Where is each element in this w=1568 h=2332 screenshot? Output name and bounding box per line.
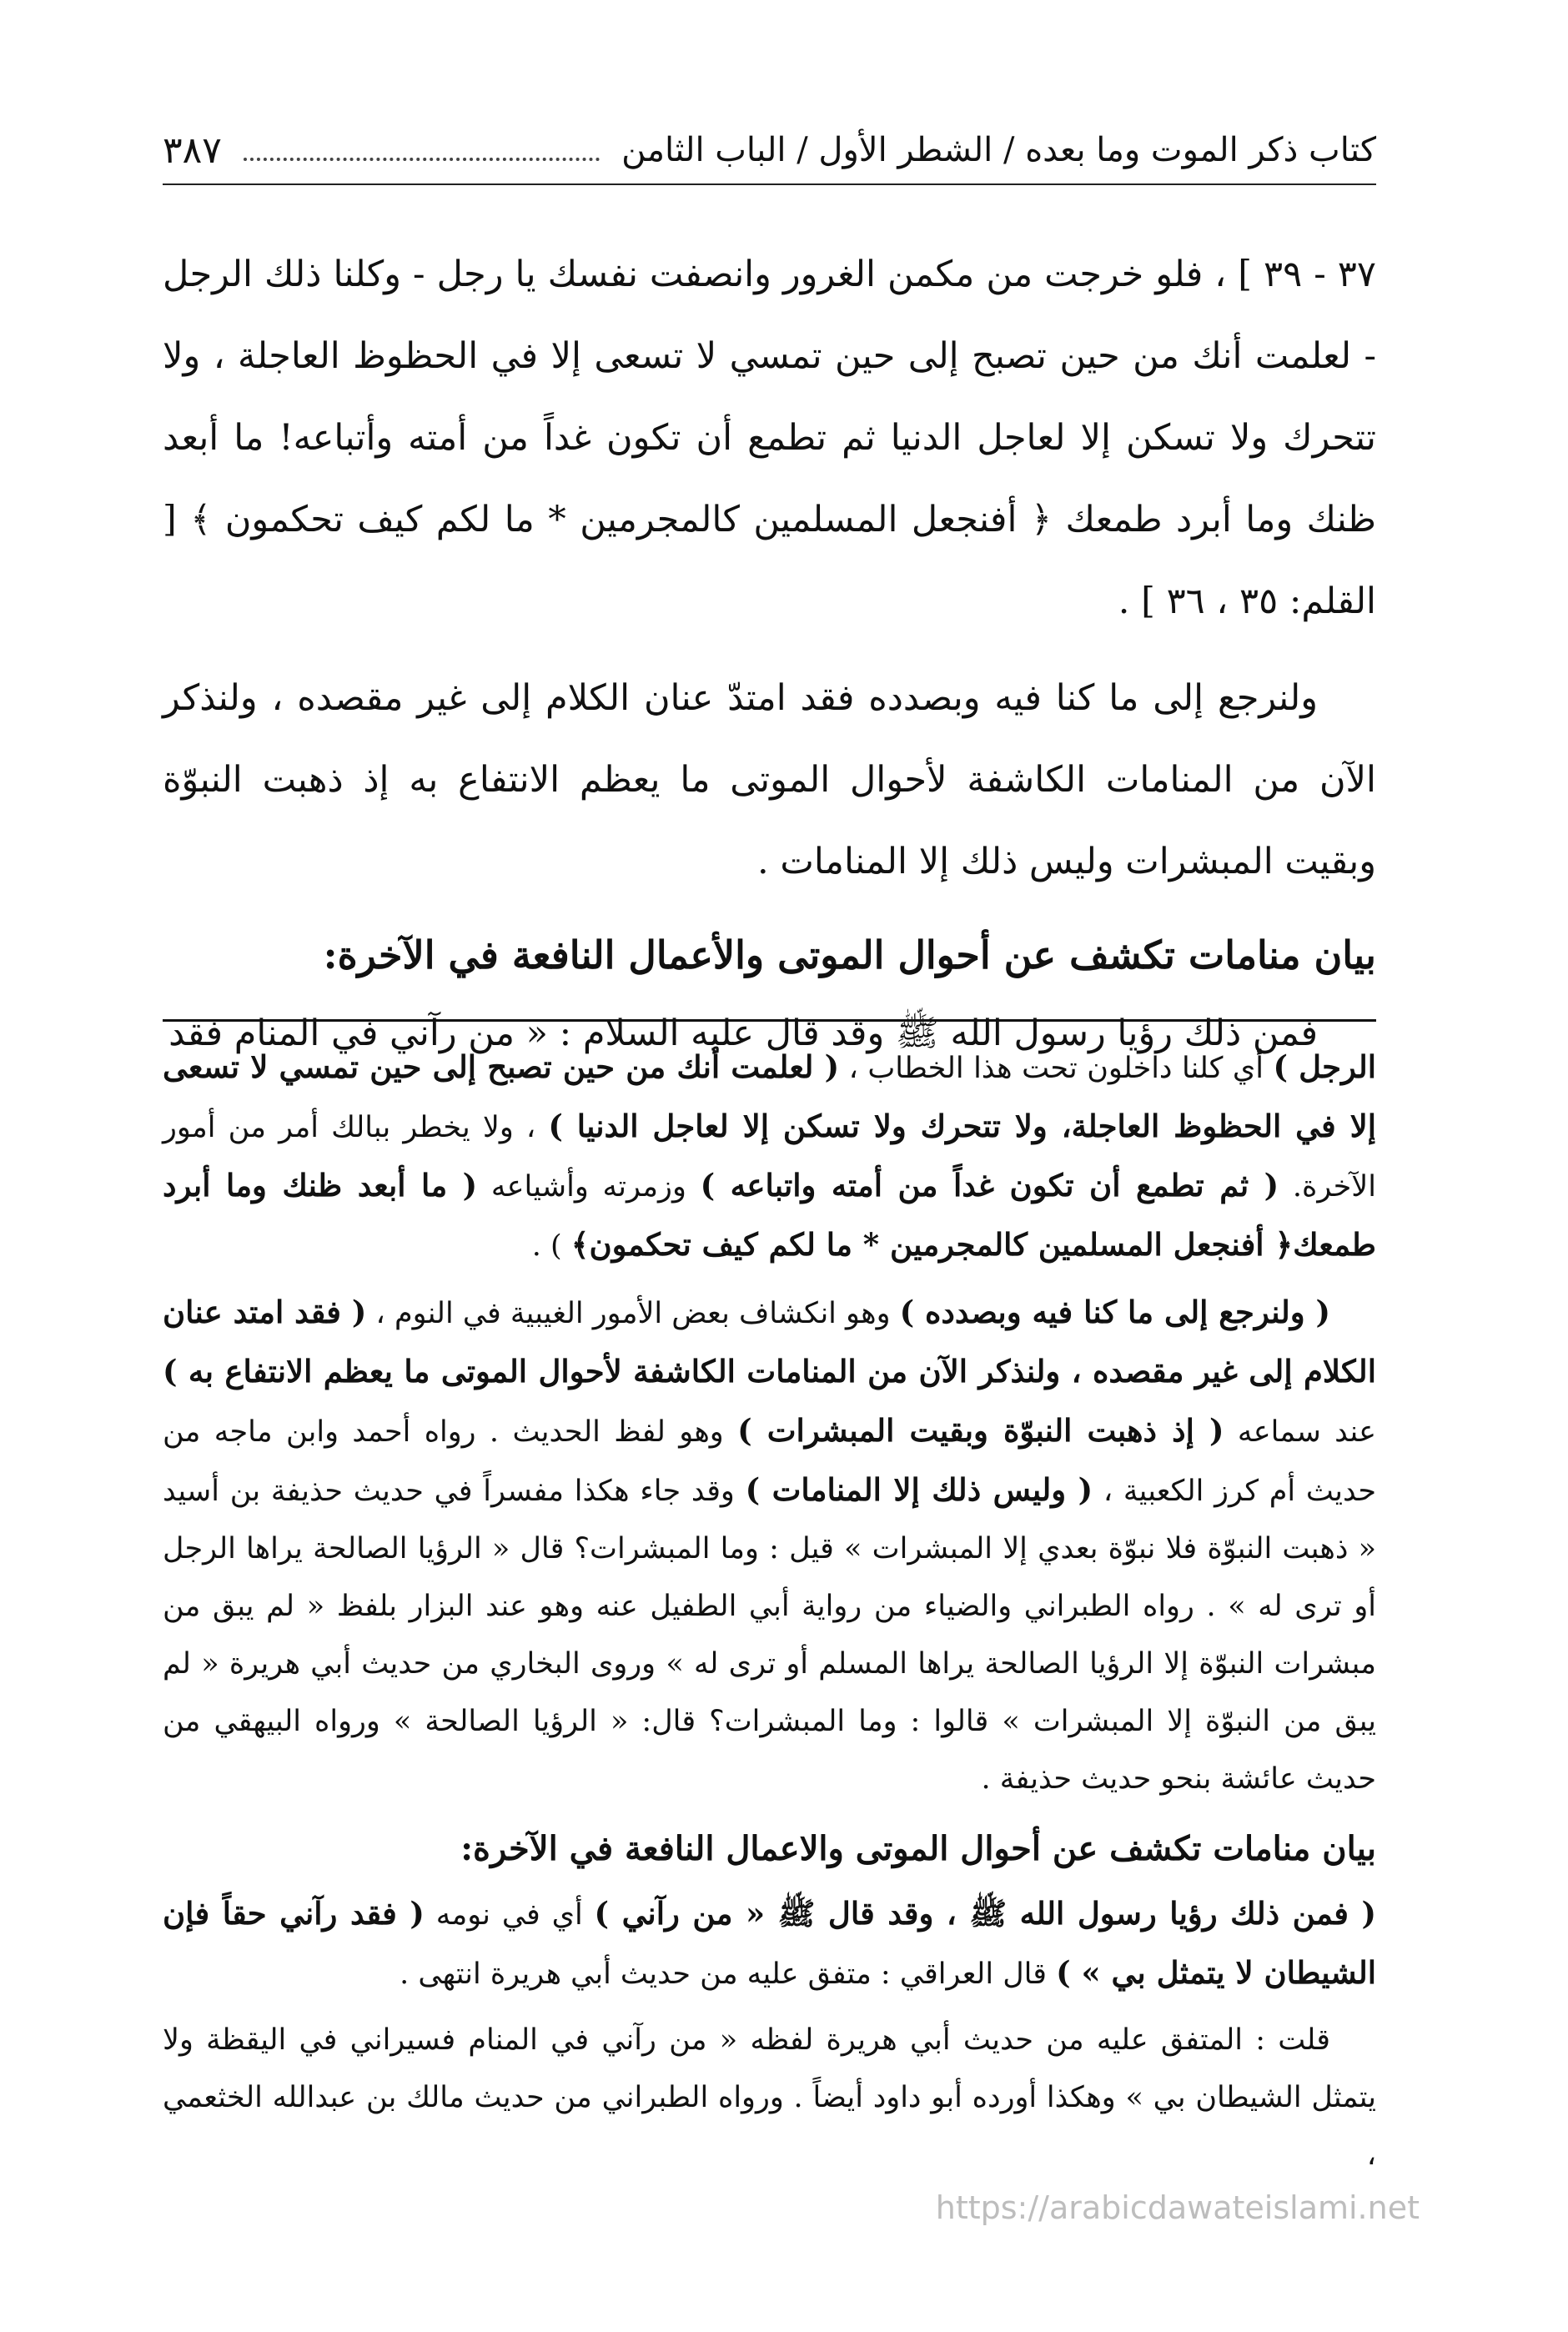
quoted-matn: ( فقد امتد عنان الكلام إلى غير مقصده ، ولنذكر الآن من المنامات الكاشفة لأحوال الموتى ما يعظم الانتفاع به ) [163, 1294, 1376, 1390]
running-header [163, 117, 1376, 185]
commentary-paragraph [163, 1284, 1376, 1808]
quoted-matn: ( وليس ذلك إلا المنامات ) [745, 1471, 1093, 1508]
quoted-matn: ( لعلمت أنك من حين تصبح إلى حين تمسي لا تسعى إلا في الحظوظ العاجلة، ولا تتحرك ولا تسكن إلا لعاجل الدنيا ) [163, 1048, 1376, 1144]
quoted-matn: ( فقد رآني حقاً فإن الشيطان لا يتمثل بي » ) [163, 1895, 1376, 1991]
sharh-text: عند سماعه [1224, 1415, 1376, 1449]
commentary-text [163, 1038, 1376, 2193]
sharh-text: ، ولا يخطر ببالك أمر من أمور الآخرة. [163, 1111, 1376, 1204]
sharh-text: أي في نومه [424, 1898, 595, 1932]
watermark-url: https://arabicdawateislami.net [935, 2189, 1420, 2226]
quoted-matn: ( إذ ذهبت النبوّة وبقيت المبشرات ) [737, 1412, 1224, 1449]
main-text [163, 234, 1376, 1089]
commentary-paragraph [163, 1885, 1376, 2003]
quoted-matn: الرجل ) [1273, 1048, 1376, 1085]
sharh-text: وقد جاء هكذا مفسراً في حديث حذيفة بن أسيد « ذهبت النبوّة فلا نبوّة بعدي إلا المبشرات » قيل : وما المبشرات؟ قال « الرؤيا الصالحة يراها الرجل أو ترى له » . رواه الطبراني والضياء من رواية أبي الطفيل عنه وهو عند البزار بلفظ « لم يبق من مبشرات النبوّة إلا الرؤيا الصالحة يراها المسلم أو ترى له » وروى البخاري من حديث أبي هريرة « لم يبق من النبوّة إلا المبشرات » قالوا : وما المبشرات؟ قال: « الرؤيا الصالحة » ورواه البيهقي من حديث عائشة بنحو حديث حذيفة . [163, 1475, 1376, 1796]
sharh-text: ) . [531, 1229, 571, 1263]
quoted-matn: ( ما أبعد ظنك وما أبرد طمعك﴿ أفنجعل المسلمين كالمجرمين * ما لكم كيف تحكمون﴾ [163, 1167, 1376, 1263]
commentary-paragraph: قلت : المتفق عليه من حديث أبي هريرة لفظه « من رآني في المنام فسيراني في اليقظة ولا يتمثل الشيطان بي » وهكذا أورده أبو داود أيضاً . ورواه الطبراني من حديث مالك بن عبدالله الخثعمي ، [163, 2023, 1376, 2172]
footnote-divider [163, 1019, 1376, 1022]
sharh-text: أي كلنا داخلون تحت هذا الخطاب ، [839, 1052, 1274, 1085]
main-paragraph: ٣٧ - ٣٩ ] ، فلو خرجت من مكمن الغرور وانصفت نفسك يا رجل - وكلنا ذلك الرجل - لعلمت أنك من حين تصبح إلى حين تمسي لا تسعى إلا في الحظوظ العاجلة ، ولا تتحرك ولا تسكن إلا لعاجل الدنيا ثم تطمع أن تكون غداً من أمته وأتباعه! ما أبعد ظنك وما أبرد طمعك ﴿ أفنجعل المسلمين كالمجرمين * ما لكم كيف تحكمون ﴾ [ القلم: ٣٥ ، ٣٦ ] . [163, 254, 1376, 622]
quoted-matn: ( فمن ذلك رؤيا رسول الله ﷺ ، وقد قال ﷺ « من رآني ) [594, 1895, 1377, 1932]
header-title: كتاب ذكر الموت وما بعده / الشطر الأول / الباب الثامن [621, 131, 1376, 169]
main-paragraph: فمن ذلك رؤيا رسول الله ﷺ وقد قال عليه السلام : « من رآني في المنام فقد [168, 1013, 1318, 1054]
commentary-heading: بيان منامات تكشف عن أحوال الموتى والاعمال النافعة في الآخرة: [460, 1829, 1376, 1868]
sharh-text: وزمرته وأشياعه [477, 1170, 701, 1204]
sharh-text: قال العراقي : متفق عليه من حديث أبي هريرة انتهى . [400, 1958, 1057, 1991]
header-dot-leader [244, 139, 600, 161]
sharh-text: وهو انكشاف بعض الأمور الغيبية في النوم ، [366, 1297, 900, 1330]
quoted-matn: ( ثم تطمع أن تكون غداً من أمته واتباعه ) [700, 1167, 1279, 1204]
sharh-text: وهو لفظ الحديث . رواه أحمد وابن ماجه من حديث أم كرز الكعبية ، [163, 1415, 1376, 1508]
main-paragraph: ولنرجع إلى ما كنا فيه وبصدده فقد امتدّ عنان الكلام إلى غير مقصده ، ولنذكر الآن من المنامات الكاشفة لأحوال الموتى ما يعظم الانتفاع به إذ ذهبت النبوّة وبقيت المبشرات وليس ذلك إلا المنامات . [163, 677, 1376, 882]
page-number: ٣٨٧ [163, 128, 222, 172]
commentary-paragraph [163, 1038, 1376, 1275]
quoted-matn: ( ولنرجع إلى ما كنا فيه وبصدده ) [899, 1294, 1330, 1330]
section-heading: بيان منامات تكشف عن أحوال الموتى والأعمال النافعة في الآخرة: [323, 932, 1376, 978]
